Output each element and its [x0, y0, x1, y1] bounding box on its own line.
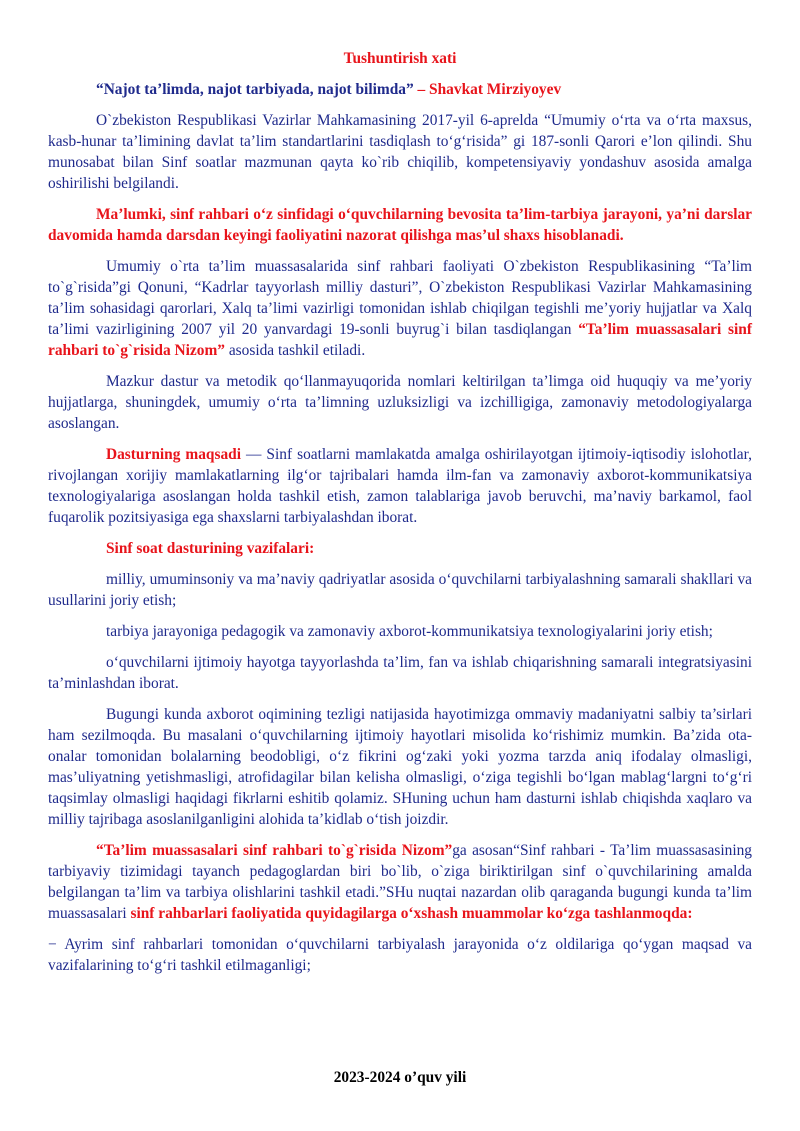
- academic-year-footer: 2023-2024 o’quv yili: [333, 1069, 467, 1086]
- epigraph-author: – Shavkat Mirziyoyev: [417, 81, 562, 98]
- document-title: Tushuntirish xati: [343, 50, 457, 67]
- legal-basis-tail: asosida tashkil etiladi.: [224, 342, 366, 359]
- epigraph: [48, 79, 752, 100]
- paragraph-methodology: Mazkur dastur va metodik qo‘llanmayuqorida nomlari keltirilgan ta’limga oid huquqiy va me’yoriy hujjatlarga, shuningdek, umumiy o‘rta ta’limning uzluksizligi va izchilligiga, zamonaviy metodologiyalarga asoslangan.: [48, 373, 752, 432]
- regulation-issues-highlight: sinf rahbarlari faoliyatida quyidagilarga o‘xshash muammolar ko‘zga tashlanmoqda:: [130, 905, 693, 922]
- regulation-text: ga asosan“Sinf rahbari - Ta’lim muassasasining tarbiyaviy tizimidagi tayanch pedagoglardan biri bo`lib, o`ziga biriktirilgan sinf o`quvchilarining amalda belgilangan ta’lim va tarbiya olishlarini tashkil etadi.”SHu nuqtai nazardan olib qaraganda bugungi kunda ta’lim muassasalari: [48, 842, 752, 922]
- goal-text: — Sinf soatlarni mamlakatda amalga oshirilayotgan ijtimoiy-iqtisodiy islohotlar, rivojlangan xorijiy mamlakatlarning ilg‘or tajribalari hamda ilm-fan va zamonaviy axborot-kommunikatsiya texnologiyalariga asoslangan holda tashkil etish, zamon talablariga javob beruvchi, ma’naviy barkamol, faol fuqarolik pozitsiyasiga ega shaxslarni tarbiyalashdan iborat.: [48, 446, 752, 526]
- task-item-3: o‘quvchilarni ijtimoiy hayotga tayyorlashda ta’lim, fan va ishlab chiqarishning samarali integratsiyasini ta’minlashdan iborat.: [48, 654, 752, 692]
- regulation-highlight: “Ta’lim muassasalari sinf rahbari to`g`risida Nizom”: [96, 842, 453, 859]
- legal-basis-highlight: “Ta’lim muassasalari sinf rahbari to`g`risida Nizom”: [48, 321, 752, 359]
- paragraph-regulation: [48, 840, 752, 924]
- task-item-1: milliy, umuminsoniy va ma’naviy qadriyatlar asosida o‘quvchilarni tarbiyalashning samarali shakllari va usullarini joriy etish;: [48, 571, 752, 609]
- goal-heading: Dasturning maqsadi: [106, 446, 242, 463]
- task-item-2: tarbiya jarayoniga pedagogik va zamonaviy axborot-kommunikatsiya texnologiyalarini joriy etish;: [106, 623, 713, 640]
- paragraph-problems: Bugungi kunda axborot oqimining tezligi natijasida hayotimizga ommaviy madaniyatni salbiy ta’sirlari ham sezilmoqda. Bu masalani o‘quvchilarning ijtimoiy hayotlari misolida ko‘rishimiz mumkin. Ba’zida ota-onalar tomonidan bolalarning beodobligi, o‘z fikrini og‘zaki yoki yozma tarzda aniq ifodalay olmasligi, mas’uliyatning yetishmasligi, atrofidagilar bilan kelisha olmasligi, o‘ziga tegishli bo‘lgan mablag‘largni to‘g‘ri taqsimlay olmasligi haqidagi fikrlarni eshitib qolamiz. SHuning uchun ham dasturni ishlab chiqishda xaqlaro va milliy tajribaga asoslanilganligini alohida ta’kidlab o‘tish joizdir.: [48, 706, 752, 828]
- paragraph-intro: O`zbekiston Respublikasi Vazirlar Mahkamasining 2017-yil 6-aprelda “Umumiy o‘rta va o‘rta maxsus, kasb-hunar ta’limining davlat ta’lim standartlarini tasdiqlash to‘g‘risida” gi 187-sonli Qarori e’lon qilindi. Shu munosabat bilan Sinf soatlar mazmunan qayta ko`rib chiqilib, kompetensiyaviy yondashuv asosida amalga oshirilishi belgilandi.: [48, 112, 752, 192]
- issue-item-1: − Ayrim sinf rahbarlari tomonidan o‘quvchilarni tarbiyalash jarayonida o‘z oldilariga qo‘ygan maqsad va vazifalarining to‘g‘ri tashkil etilmaganligi;: [48, 936, 752, 974]
- epigraph-quote: “Najot ta’limda, najot tarbiyada, najot bilimda”: [96, 81, 414, 98]
- legal-basis-text: Umumiy o`rta ta’lim muassasalarida sinf rahbari faoliyati O`zbekiston Respublikasining “Ta’lim to`g`risida”gi Qonuni, “Kadrlar tayyorlash milliy dasturi”, O`zbekiston Respublikasi Vazirlar Mahkamasining ta’lim sohasidagi qarorlari, Xalq ta’limi vazirligi tomonidan ishlab chiqilgan tegishli me’yoriy hujjatlar va Xalq ta’limi vazirligining 2007 yil 20 yanvardagi 19-sonli buyrug`i bilan tasdiqlangan: [48, 258, 752, 338]
- tasks-heading: Sinf soat dasturining vazifalari:: [106, 540, 315, 557]
- paragraph-definition: Ma’lumki, sinf rahbari o‘z sinfidagi o‘quvchilarning bevosita ta’lim-tarbiya jarayoni, ya’ni darslar davomida hamda darsdan keyingi faoliyatini nazorat qilishga mas’ul shaxs hisoblanadi.: [48, 206, 752, 244]
- paragraph-legal-basis: [48, 256, 752, 361]
- paragraph-goal: [48, 444, 752, 528]
